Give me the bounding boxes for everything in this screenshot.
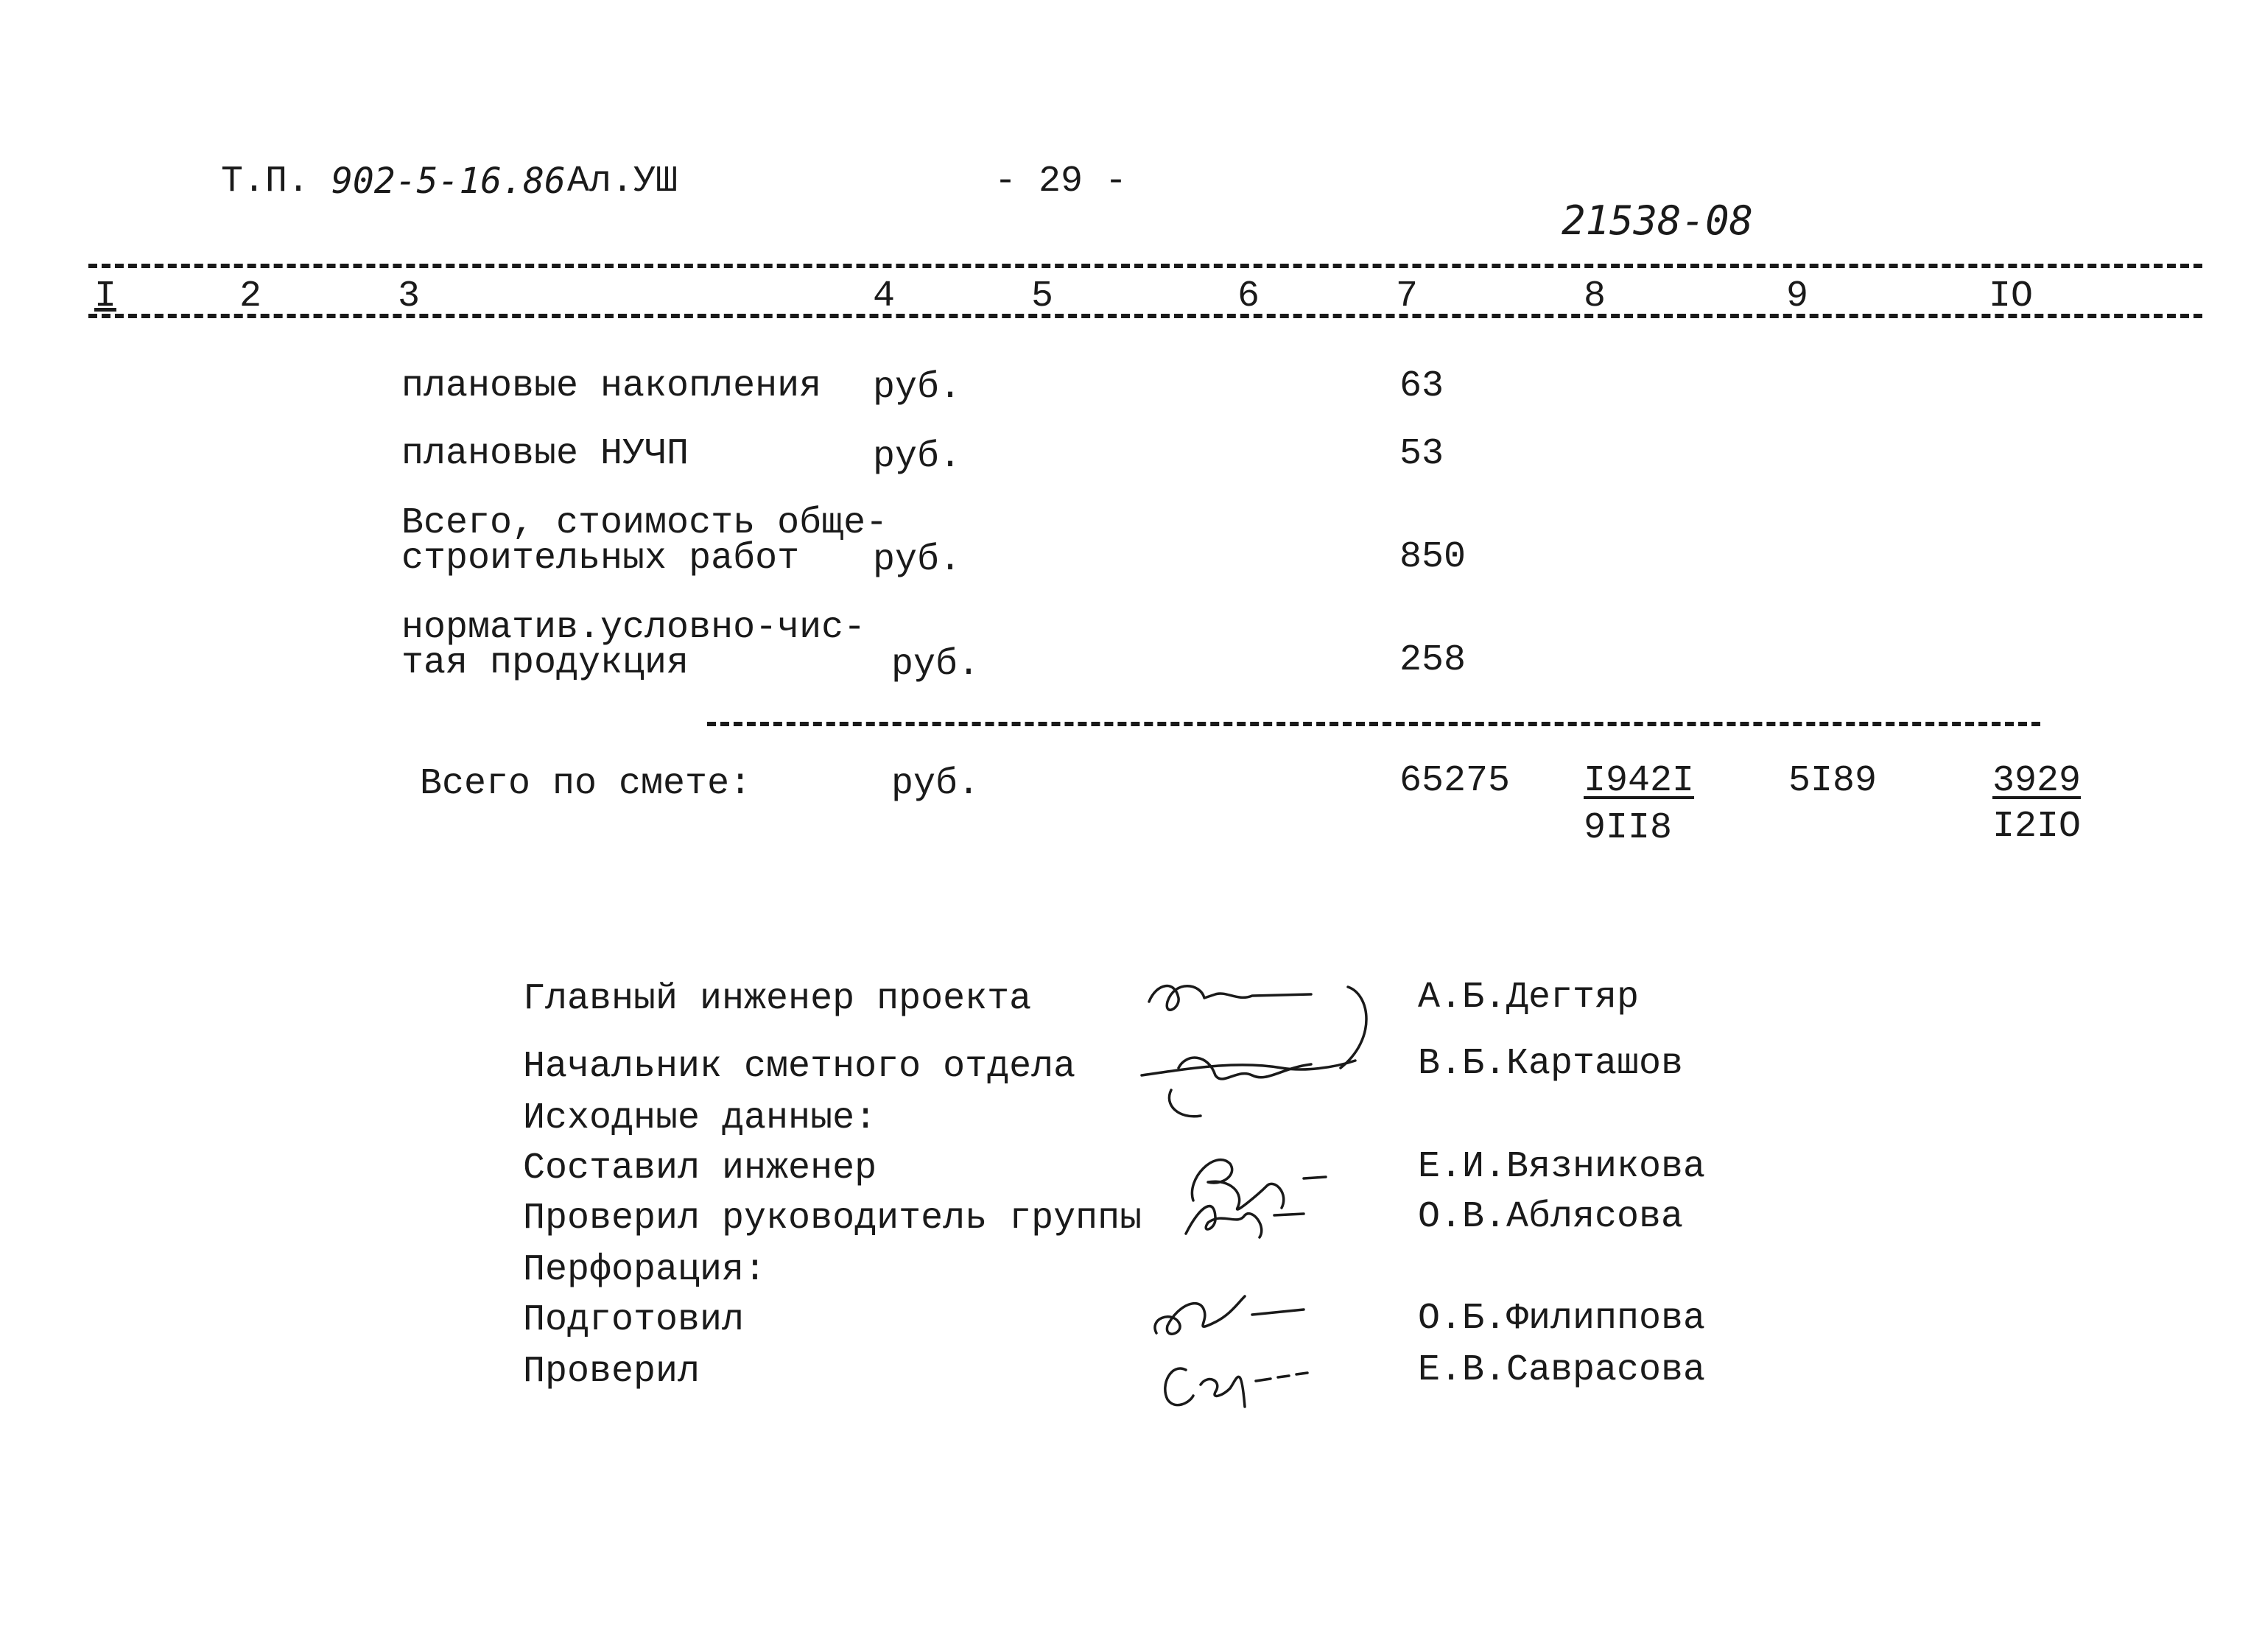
project-code: 902-5-16.86 [331, 161, 566, 202]
row-col7-value: 258 [1399, 639, 1467, 681]
row-name: строительных работ [401, 538, 800, 580]
page-number: - 29 - [994, 161, 1128, 203]
total-col8-top: I942I [1584, 760, 1695, 802]
row-name: тая продукция [401, 642, 689, 684]
signature-name: О.В.Аблясова [1418, 1196, 1684, 1238]
total-col10-top: 3929 [1992, 760, 2082, 802]
section-label: Перфорация: [523, 1249, 767, 1291]
totals-divider [707, 722, 2040, 726]
total-col9: 5I89 [1788, 760, 1878, 802]
section-label: Исходные данные: [523, 1097, 877, 1139]
row-unit: руб. [873, 436, 962, 478]
signature-role: Проверил [523, 1351, 700, 1393]
row-name: Всего, стоимость обще- [401, 502, 888, 544]
total-col8-bottom: 9II8 [1584, 807, 1673, 849]
signature-name: Е.И.Вязникова [1418, 1146, 1706, 1188]
row-name: плановые накопления [401, 365, 822, 407]
handwritten-signature [1149, 1340, 1318, 1421]
row-col7-value: 850 [1399, 536, 1467, 578]
signature-role: Главный инженер проекта [523, 978, 1032, 1020]
document-number: 21538-08 [1562, 197, 1754, 244]
column-number: 2 [239, 275, 262, 317]
header-divider-top [88, 264, 2202, 268]
signature-name: О.Б.Филиппова [1418, 1298, 1706, 1340]
row-col7-value: 63 [1399, 365, 1444, 407]
signature-role: Подготовил [523, 1299, 745, 1341]
column-number: IO [1989, 275, 2034, 317]
column-number: 6 [1237, 275, 1260, 317]
total-col10-bottom: I2IO [1992, 806, 2082, 848]
signature-role: Проверил руководитель группы [523, 1198, 1142, 1240]
handwritten-signature [1134, 957, 1399, 1134]
album-label: Ал.УШ [567, 161, 678, 203]
signature-name: В.Б.Карташов [1418, 1043, 1684, 1085]
column-number: 3 [398, 275, 421, 317]
signature-name: А.Б.Дегтяр [1418, 977, 1640, 1019]
row-col7-value: 53 [1399, 433, 1444, 475]
column-number: 7 [1396, 275, 1419, 317]
row-name: плановые НУЧП [401, 433, 689, 475]
column-number: 9 [1786, 275, 1809, 317]
total-col7: 65275 [1399, 760, 1511, 802]
total-unit: руб. [891, 763, 980, 805]
column-number: I [94, 275, 117, 317]
column-number: 4 [873, 275, 896, 317]
signature-role: Начальник сметного отдела [523, 1046, 1076, 1088]
row-name: норматив.условно-чис- [401, 607, 866, 649]
row-unit: руб. [873, 539, 962, 581]
tp-label: Т.П. [221, 161, 310, 203]
signature-name: Е.В.Саврасова [1418, 1349, 1706, 1391]
column-number: 5 [1031, 275, 1054, 317]
row-unit: руб. [873, 367, 962, 409]
row-unit: руб. [891, 644, 980, 686]
total-label: Всего по смете: [420, 763, 752, 805]
signature-role: Составил инженер [523, 1147, 877, 1189]
handwritten-signature [1171, 1182, 1318, 1248]
column-number: 8 [1584, 275, 1606, 317]
